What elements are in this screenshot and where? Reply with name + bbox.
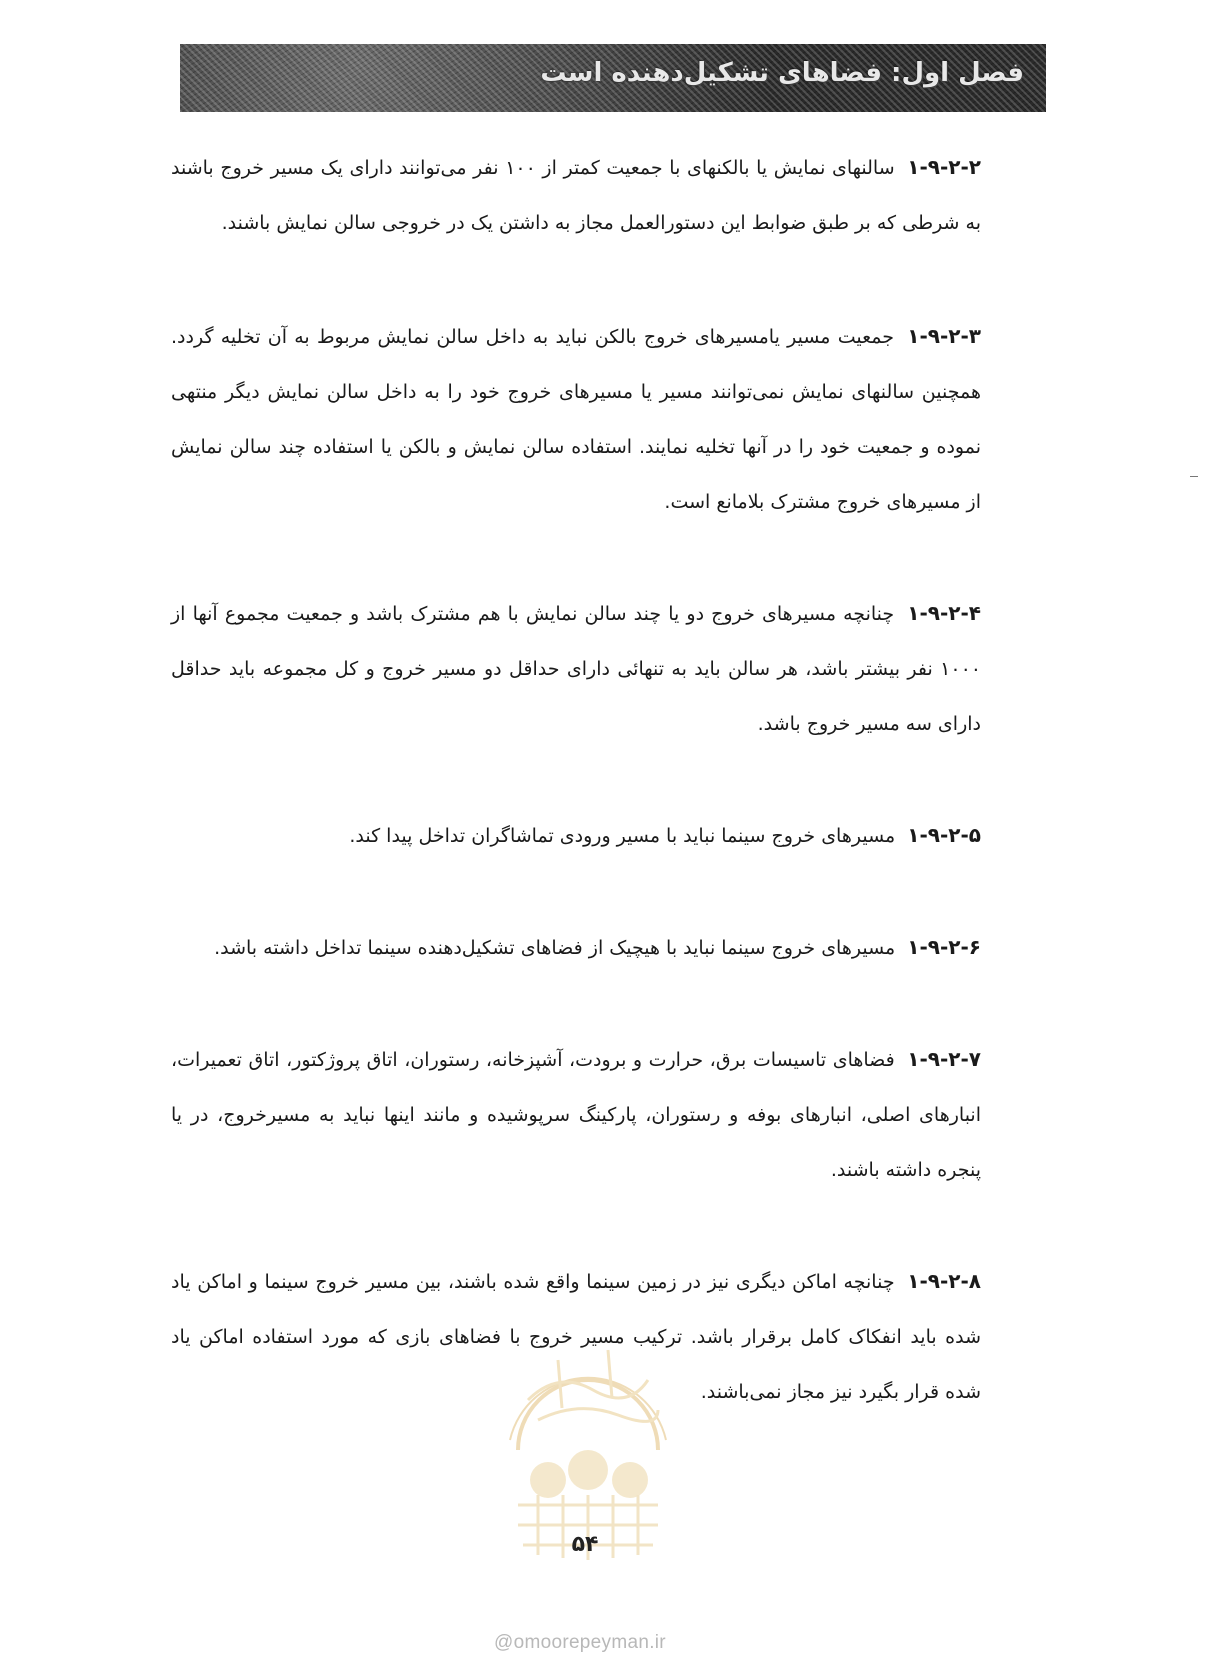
section-1-9-2-2 bbox=[171, 140, 981, 251]
section-text: جمعیت مسیر یامسیرهای خروج بالکن نباید به داخل سالن نمایش مربوط به آن تخلیه گردد. همچنین سالنهای نمایش نمی‌توانند مسیر یا مسیرهای خروج خود را به داخل سالن نمایش دیگر منتهی نموده و جمعیت خود را در آنها تخلیه نمایند. استفاده سالن نمایش و بالکن یا استفاده چند سالن نمایش از مسیرهای خروج مشترک بلامانع است. bbox=[171, 326, 981, 513]
section-1-9-2-6 bbox=[171, 920, 981, 976]
section-text: مسیرهای خروج سینما نباید با مسیر ورودی تماشاگران تداخل پیدا کند. bbox=[349, 825, 896, 847]
margin-tick-mark bbox=[1190, 476, 1198, 477]
section-text: فضاهای تاسیسات برق، حرارت و برودت، آشپزخانه، رستوران، اتاق پروژکتور، اتاق تعمیرات، انبارهای اصلی، انبارهای بوفه و رستوران، پارکینگ سرپوشیده و مانند اینها نباید به مسیرخروج، در یا پنجره داشته باشند. bbox=[171, 1049, 981, 1181]
section-text: مسیرهای خروج سینما نباید با هیچیک از فضاهای تشکیل‌دهنده سینما تداخل داشته باشد. bbox=[214, 937, 896, 959]
section-number: ۱-۹-۲-۷ bbox=[907, 1047, 981, 1071]
section-1-9-2-5 bbox=[171, 808, 981, 864]
section-number: ۱-۹-۲-۶ bbox=[907, 935, 981, 959]
section-1-9-2-4 bbox=[171, 586, 981, 752]
section-text: چنانچه اماکن دیگری نیز در زمین سینما واقع شده باشند، بین مسیر خروج سینما و اماکن یاد شده باید انفکاک کامل برقرار باشد. ترکیب مسیر خروج با فضاهای بازی که مورد استفاده اماکن یاد شده قرار بگیرد نیز مجاز نمی‌باشند. bbox=[171, 1271, 981, 1403]
section-number: ۱-۹-۲-۵ bbox=[907, 823, 981, 847]
section-number: ۱-۹-۲-۳ bbox=[907, 324, 981, 348]
section-number: ۱-۹-۲-۴ bbox=[907, 601, 982, 625]
section-text: سالنهای نمایش یا بالکنهای با جمعیت کمتر از ۱۰۰ نفر می‌توانند دارای یک مسیر خروج باشند به شرطی که بر طبق ضوابط این دستورالعمل مجاز به داشتن یک در خروجی سالن نمایش باشند. bbox=[171, 157, 981, 234]
section-number: ۱-۹-۲-۸ bbox=[907, 1269, 981, 1293]
chapter-header-title: فصل اول: فضاهای تشکیل‌دهنده است bbox=[540, 58, 1024, 88]
section-1-9-2-7 bbox=[171, 1032, 981, 1198]
chapter-header-band bbox=[180, 44, 1046, 112]
omoorepeyman-logo-watermark bbox=[498, 1330, 678, 1560]
watermark-url: @omoorepeyman.ir bbox=[494, 1632, 666, 1653]
page-number: ۵۴ bbox=[571, 1532, 599, 1557]
document-body bbox=[171, 140, 981, 1420]
section-1-9-2-3 bbox=[171, 309, 981, 530]
section-text: چنانچه مسیرهای خروج دو یا چند سالن نمایش با هم مشترک باشد و جمعیت مجموع آنها از ۱۰۰۰ نفر بیشتر باشد، هر سالن باید به تنهائی دارای حداقل دو مسیر خروج و کل مجموعه باید حداقل دارای سه مسیر خروج باشد. bbox=[171, 603, 981, 735]
section-number: ۱-۹-۲-۲ bbox=[907, 155, 981, 179]
